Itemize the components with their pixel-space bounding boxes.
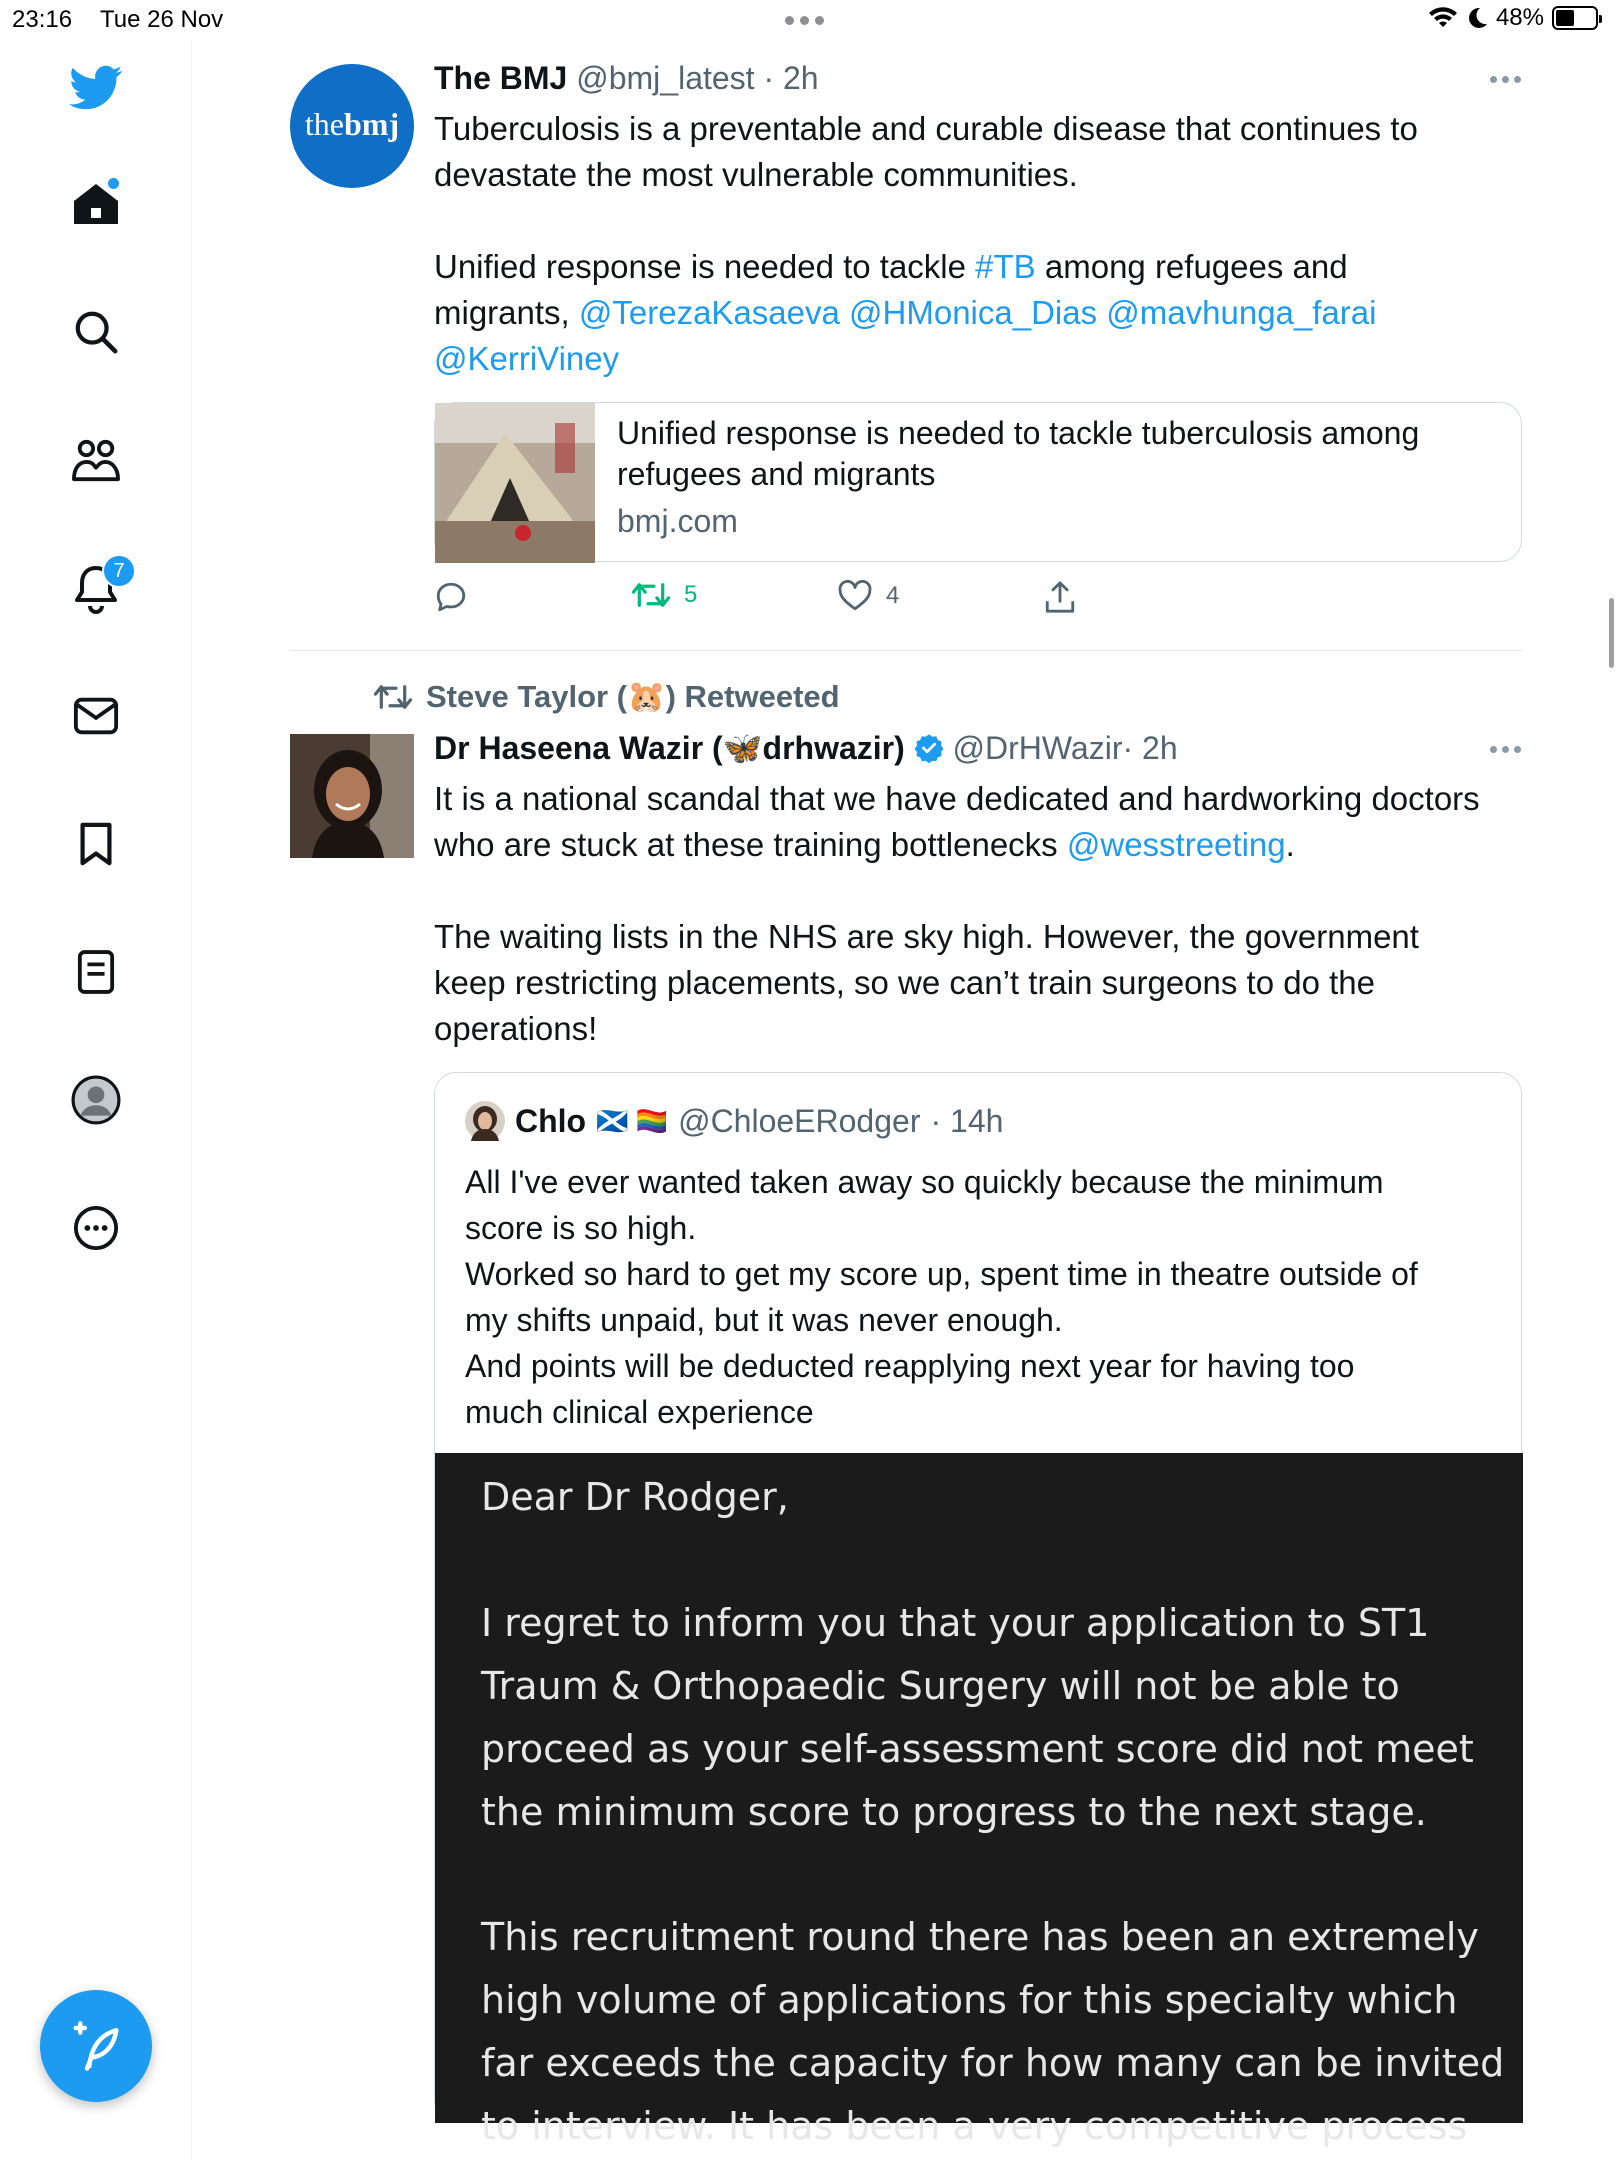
home-icon[interactable] [60,168,132,240]
bookmarks-icon[interactable] [60,808,132,880]
status-date: Tue 26 Nov [100,6,224,33]
quoted-author-handle[interactable]: @ChloeERodger [678,1102,921,1139]
twitter-logo-icon[interactable] [60,52,132,124]
image-text-line: to interview. It has been a very competitive process [481,2104,1468,2148]
author-handle[interactable]: @bmj_latest [576,60,755,96]
tweet-time[interactable]: · 2h [1122,730,1178,766]
quoted-tweet-image[interactable] [435,1453,1523,2148]
retweeted-by-line[interactable] [374,678,840,715]
battery-percent: 48% [1495,4,1544,31]
quoted-tweet[interactable] [434,1072,1522,2148]
share-icon [1044,580,1076,614]
mention-link[interactable]: @wesstreeting [1066,826,1286,863]
image-text-line: the minimum score to progress to the next stage. [481,1790,1427,1834]
author-handle[interactable]: @DrHWazir [952,730,1123,766]
heart-icon [838,580,872,612]
reply-icon [434,580,468,614]
bmj-logo: thebmj [304,106,400,142]
image-text-line: I regret to inform you that your application to ST1 [481,1601,1430,1645]
hashtag-link[interactable]: #TB [975,248,1036,285]
status-right [1428,4,1598,32]
author-name[interactable]: The BMJ [434,60,568,96]
wifi-icon [1428,6,1458,30]
mention-link[interactable]: @mavhunga_farai [1106,294,1377,331]
reply-button[interactable] [434,580,468,614]
retweeted-by-text: Steve Taylor (🐹) Retweeted [426,679,840,714]
notification-count-badge: 7 [102,554,136,588]
image-text-line: This recruitment round there has been an extremely [481,1915,1479,1959]
messages-icon[interactable] [60,680,132,752]
tweet-actions [434,580,1134,620]
lists-icon[interactable] [60,936,132,1008]
link-card[interactable] [434,402,1522,562]
sidebar [0,40,192,2160]
card-thumbnail [435,403,595,563]
image-text-line: Traum & Orthopaedic Surgery will not be able to [481,1664,1400,1708]
compose-tweet-button[interactable] [40,1990,152,2102]
quoted-tweet-time: · 14h [930,1102,1004,1139]
status-bar [0,0,1620,40]
retweet-icon [632,580,670,610]
search-icon[interactable] [60,296,132,368]
like-button[interactable] [838,580,899,612]
home-unread-dot [108,178,119,189]
tweet-time[interactable]: · 2h [763,60,819,96]
retweet-count: 5 [684,581,698,608]
status-time: 23:16 [12,6,73,33]
avatar[interactable] [465,1101,505,1141]
battery-icon [1552,6,1598,30]
flag-emojis: 🏴󠁧󠁢󠁳󠁣󠁴󠁿 🏳️‍🌈 [596,1105,669,1136]
mention-link[interactable]: @HMonica_Dias [849,294,1098,331]
tweet-author-line [434,728,1178,768]
share-button[interactable] [1044,580,1076,614]
like-count: 4 [886,582,900,609]
multitasking-dots[interactable] [785,16,824,25]
image-text-line: proceed as your self-assessment score did not meet [481,1727,1474,1771]
moon-icon [1466,6,1488,30]
avatar[interactable] [290,64,414,188]
notifications-bell-icon[interactable] [60,552,132,624]
tweet-text: It is a national scandal that we have dedicated and hardworking doctors who are stuck at these training bottlenecks @wesstreeting. The waiting lists in the NHS are sky high. However, the government keep restricting placements, so we can’t train surgeons to do the operations! [434,780,1480,1047]
verified-badge-icon [914,733,944,763]
author-name[interactable]: Dr Haseena Wazir (🦋drhwazir) [434,730,905,766]
image-text-line: high volume of applications for this specialty which [481,1978,1458,2022]
avatar[interactable] [290,734,414,858]
tweet-more-button[interactable] [1490,746,1530,758]
tweet-more-button[interactable] [1490,76,1530,88]
profile-icon[interactable] [60,1064,132,1136]
scroll-indicator[interactable] [1609,598,1614,668]
mention-link[interactable]: @KerriViney [434,340,620,377]
communities-icon[interactable] [60,424,132,496]
card-domain: bmj.com [617,503,738,539]
tweet-divider [290,650,1522,651]
more-icon[interactable] [60,1192,132,1264]
retweet-icon [374,682,412,712]
tweet-text: Tuberculosis is a preventable and curable disease that continues to devastate the most vulnerable communities. Unified response is needed to tackle #TB among refugees and migrants, @TerezaKasaeva @HMonica_Dias @mavhunga_farai @KerriViney [434,110,1418,377]
tweet-author-line [434,58,819,98]
image-text-line: far exceeds the capacity for how many can be invited [481,2041,1505,2085]
quoted-tweet-text: All I've ever wanted taken away so quickly because the minimum score is so high. Worked so hard to get my score up, spent time in theatre outside of my shifts unpaid, but it was never enough. And points will be deducted reapplying next year for having too much clinical experience [465,1164,1418,1430]
quoted-author-name[interactable]: Chlo [515,1102,587,1139]
compose-tweet-icon [69,2019,123,2073]
image-text-line: Dear Dr Rodger, [481,1475,789,1519]
card-title: Unified response is needed to tackle tuberculosis among refugees and migrants [617,415,1420,492]
retweet-button[interactable] [632,580,697,610]
mention-link[interactable]: @TerezaKasaeva [578,294,840,331]
quoted-tweet-author-line [465,1101,1003,1141]
